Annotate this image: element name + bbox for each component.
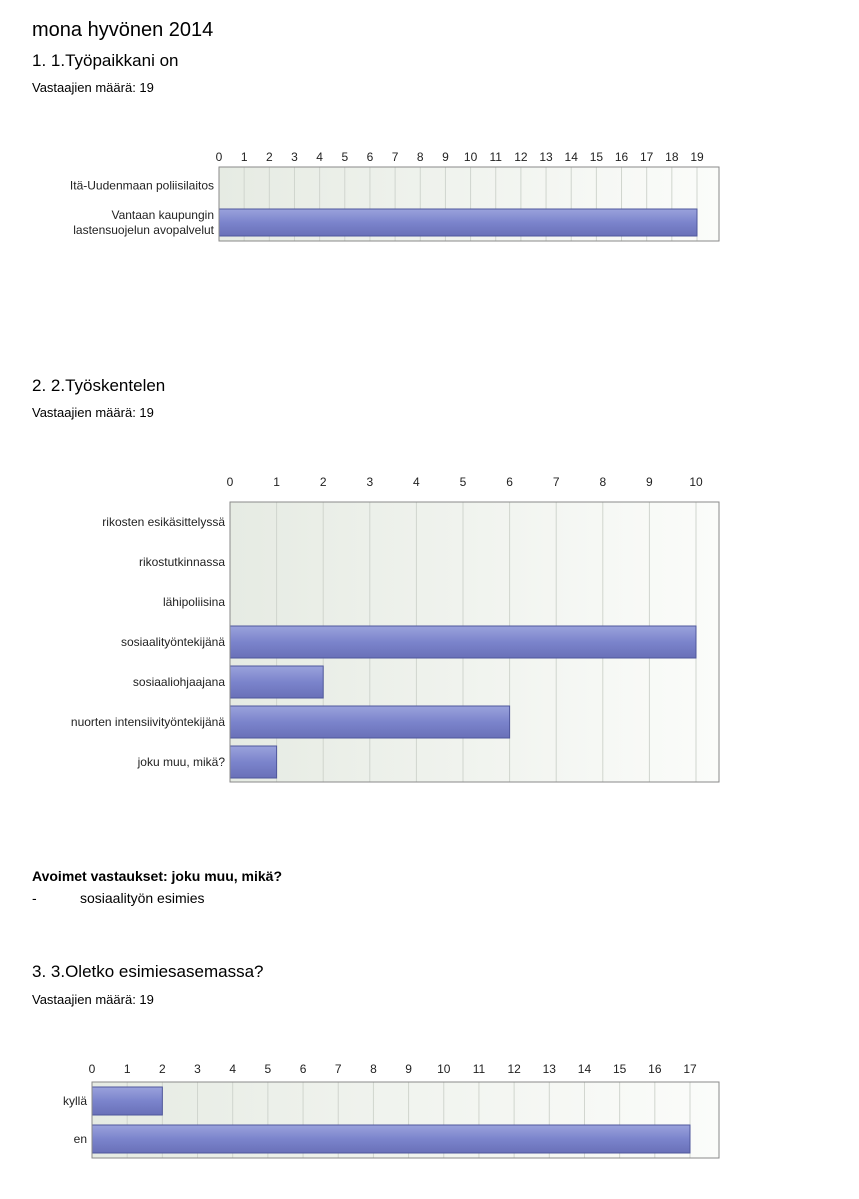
x-tick-label: 18 xyxy=(665,150,679,164)
x-tick-label: 14 xyxy=(577,1062,592,1076)
chart-supervisor xyxy=(63,1062,719,1158)
open-answers-heading: Avoimet vastaukset: joku muu, mikä? xyxy=(32,868,282,884)
x-tick-label: 15 xyxy=(589,150,604,164)
bar xyxy=(230,746,277,778)
category-label: rikosten esikäsittelyssä xyxy=(102,515,225,529)
x-tick-label: 1 xyxy=(240,150,248,164)
question-1-respondent-count: Vastaajien määrä: 19 xyxy=(32,80,154,95)
x-tick-label: 10 xyxy=(689,475,703,489)
question-1-title: 1. 1.Työpaikkani on xyxy=(32,51,179,70)
question-3-respondent-count: Vastaajien määrä: 19 xyxy=(32,992,154,1007)
x-tick-label: 9 xyxy=(646,475,653,489)
x-tick-label: 5 xyxy=(459,475,467,489)
x-tick-label: 19 xyxy=(690,150,704,164)
x-tick-label: 6 xyxy=(366,150,374,164)
x-tick-label: 13 xyxy=(539,150,553,164)
chart-working-as xyxy=(71,475,719,782)
category-label: rikostutkinnassa xyxy=(138,555,225,569)
question-2-respondent-count: Vastaajien määrä: 19 xyxy=(32,405,154,420)
x-tick-label: 4 xyxy=(413,475,420,489)
category-label: sosiaaliohjaajana xyxy=(132,675,225,689)
category-label: joku muu, mikä? xyxy=(137,755,225,769)
x-tick-label: 1 xyxy=(273,475,280,489)
x-tick-label: 2 xyxy=(159,1062,166,1076)
x-tick-label: 0 xyxy=(88,1062,96,1076)
category-label: en xyxy=(73,1132,87,1146)
category-label: nuorten intensiivityöntekijänä xyxy=(70,715,225,729)
category-label: Itä-Uudenmaan poliisilaitos xyxy=(69,178,214,193)
x-tick-label: 6 xyxy=(299,1062,307,1076)
category-label: lähipoliisina xyxy=(162,595,225,609)
x-tick-label: 8 xyxy=(416,150,424,164)
bar xyxy=(230,626,696,658)
x-tick-label: 3 xyxy=(194,1062,201,1076)
category-label: lastensuojelun avopalvelut xyxy=(73,223,214,237)
x-tick-label: 11 xyxy=(489,150,502,164)
category-label: Vantaan kaupungin xyxy=(111,208,214,222)
x-tick-label: 12 xyxy=(514,150,528,164)
x-tick-label: 4 xyxy=(229,1062,237,1076)
x-tick-label: 1 xyxy=(123,1062,131,1076)
x-tick-label: 15 xyxy=(612,1062,627,1076)
x-tick-label: 17 xyxy=(683,1062,697,1076)
x-tick-label: 4 xyxy=(316,150,323,164)
x-tick-label: 2 xyxy=(265,150,273,164)
x-tick-label: 16 xyxy=(648,1062,662,1076)
x-tick-label: 11 xyxy=(472,1062,486,1076)
x-tick-label: 7 xyxy=(391,150,399,164)
x-tick-label: 5 xyxy=(341,150,349,164)
open-answer-dash: - xyxy=(32,890,37,906)
x-tick-label: 9 xyxy=(442,150,449,164)
question-2-title: 2. 2.Työskentelen xyxy=(32,376,166,395)
x-tick-label: 8 xyxy=(370,1062,377,1076)
chart-workplace xyxy=(70,150,719,241)
bar xyxy=(92,1125,690,1153)
x-tick-label: 13 xyxy=(542,1062,556,1076)
bar xyxy=(92,1087,162,1115)
bar xyxy=(219,209,697,236)
x-tick-label: 3 xyxy=(366,475,374,489)
category-label: kyllä xyxy=(62,1094,87,1108)
x-tick-label: 9 xyxy=(405,1062,412,1076)
bar xyxy=(230,666,323,698)
x-tick-label: 16 xyxy=(614,150,629,164)
x-tick-label: 10 xyxy=(463,150,478,164)
x-tick-label: 2 xyxy=(319,475,327,489)
x-tick-label: 0 xyxy=(215,150,223,164)
bar xyxy=(230,706,510,738)
x-tick-label: 0 xyxy=(226,475,234,489)
category-label: sosiaalityöntekijänä xyxy=(120,635,225,649)
x-tick-label: 8 xyxy=(599,475,607,489)
x-tick-label: 6 xyxy=(506,475,513,489)
x-tick-label: 5 xyxy=(264,1062,272,1076)
open-answer-text: sosiaalityön esimies xyxy=(80,890,205,906)
x-tick-label: 7 xyxy=(552,475,560,489)
x-tick-label: 7 xyxy=(334,1062,342,1076)
x-tick-label: 17 xyxy=(640,150,654,164)
document-title: mona hyvönen 2014 xyxy=(32,19,214,41)
x-tick-label: 3 xyxy=(291,150,298,164)
x-tick-label: 14 xyxy=(564,150,578,164)
x-tick-label: 10 xyxy=(437,1062,451,1076)
question-3-title: 3. 3.Oletko esimiesasemassa? xyxy=(32,962,264,981)
x-tick-label: 12 xyxy=(507,1062,521,1076)
